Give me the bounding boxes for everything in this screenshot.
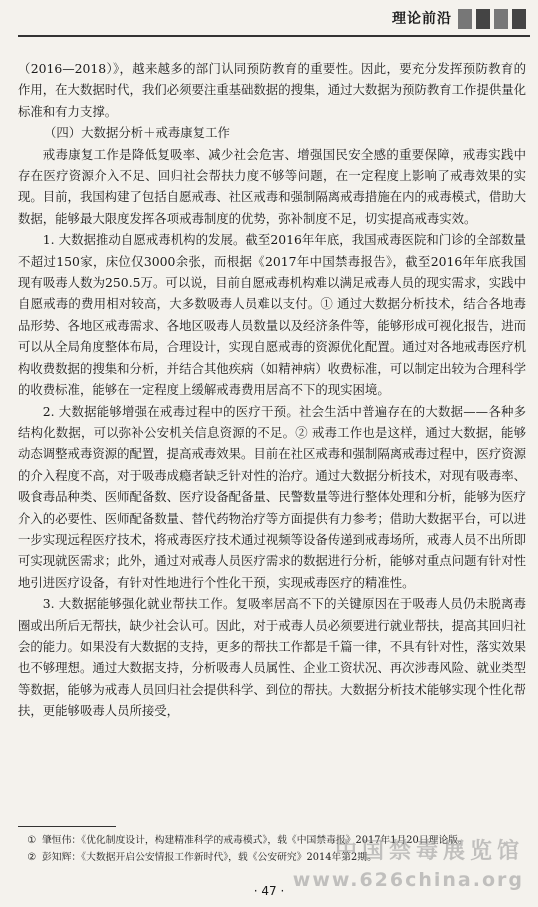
header-bar	[494, 9, 508, 29]
footnote-mark: ①	[27, 835, 36, 846]
header-bar	[512, 9, 526, 29]
header-bar	[476, 9, 490, 29]
watermark-name: 中国禁毒展览馆	[334, 839, 524, 864]
footnote-text: 肇恒伟：《优化制度设计，构建精准科学的戒毒模式》，载《中国禁毒报》2017年1月20日理论版。	[42, 835, 468, 846]
paragraph: 1. 大数据推动自愿戒毒机构的发展。截至2016年年底，我国戒毒医院和门诊的全部数量不超过150家，床位仅3000余张，而根据《2017年中国禁毒报告》，截至2016年年底我国现有吸毒人数为250.5万。可以说，目前自愿戒毒机构难以满足戒毒人员的现实需求，实践中自愿戒毒的费用相对较高，大多数吸毒人员难以支付。① 通过大数据分析技术，结合各地毒品形势、各地区戒毒需求、各地区吸毒人员数量以及经济条件等，能够形成可视化报告，进而可以从全局角度整体布局，合理设计，实现自愿戒毒的资源优化配置。通过对各地戒毒医疗机构收费数据的搜集和分析，并结合其他疾病（如精神病）收费标准，可以制定出较为合理科学的收费标准，能够在一定程度上缓解戒毒费用居高不下的现实困境。	[18, 232, 527, 398]
paragraph: 3. 大数据能够强化就业帮扶工作。复吸率居高不下的关键原因在于吸毒人员仍未脱离毒圈或出所后无帮扶，缺少社会认可。因此，对于戒毒人员必须要进行就业帮扶，提高其回归社会的能力。如果没有大数据的支持，更多的帮扶工作都是千篇一律，不具有针对性，落实效果也不够理想。通过大数据支持，分析吸毒人员属性、企业工资状况、再次涉毒风险、就业类型等数据，能够为戒毒人员回归社会提供科学、到位的帮扶。大数据分析技术能够实现个性化帮扶，更能够吸毒人员所接受，	[18, 596, 527, 719]
header-decoration	[458, 9, 526, 29]
running-header	[0, 0, 538, 40]
footnote-text: 彭知辉：《大数据开启公安情报工作新时代》，载《公安研究》2014年第2期。	[42, 852, 377, 863]
paragraph: 戒毒康复工作是降低复吸率、减少社会危害、增强国民安全感的重要保障，戒毒实践中存在医疗资源介入不足、回归社会帮扶力度不够等问题，在一定程度上影响了戒毒效果的实现。目前，我国构建了包括自愿戒毒、社区戒毒和强制隔离戒毒措施在内的戒毒模式，借助大数据，能够最大限度发挥各项戒毒制度的优势，弥补制度不足，切实提高戒毒实效。	[18, 146, 527, 226]
section-title: 理论前沿	[392, 11, 452, 27]
footnote-rule	[18, 826, 116, 827]
body-text	[18, 58, 526, 722]
paragraph-continuation: （2016—2018）》，越来越多的部门认同预防教育的重要性。因此，要充分发挥预防教育的作用，在大数据时代，我们必须要注重基础数据的搜集，通过大数据为预防教育工作提供量化标准和有力支撑。	[18, 61, 527, 119]
header-rule	[18, 35, 530, 37]
header-bar	[458, 9, 472, 29]
page-number: · 47 ·	[253, 884, 285, 898]
section-heading: （四）大数据分析＋戒毒康复工作	[44, 125, 230, 141]
paragraph: 2. 大数据能够增强在戒毒过程中的医疗干预。社会生活中普遍存在的大数据——各种多结构化数据，可以弥补公安机关信息资源的不足。② 戒毒工作也是这样，通过大数据，能够动态调整戒毒资源的配置，提高戒毒效果。目前在社区戒毒和强制隔离戒毒过程中，医疗资源的介入程度不高，对于吸毒成瘾者缺乏针对性的治疗。通过大数据分析技术，对现有吸毒率、吸食毒品种类、医师配备数、医疗设备配备量、民警数量等进行整体处理和分析，能够为医疗介入的必要性、医师配备数量、替代药物治疗等方面提供有力参考；借助大数据平台，可以进一步实现远程医疗技术，将戒毒医疗技术通过视频等设备传递到戒毒场所，戒毒人员不出所即可实现就医需求；此外，通过对戒毒人员医疗需求的数据进行分析，能够对重点问题有针对性地引进医疗设备，有针对性地进行个性化干预，实现戒毒医疗的精准性。	[18, 403, 527, 590]
footnote-mark: ②	[27, 852, 36, 863]
watermark-url: www.626china.org	[292, 869, 524, 891]
